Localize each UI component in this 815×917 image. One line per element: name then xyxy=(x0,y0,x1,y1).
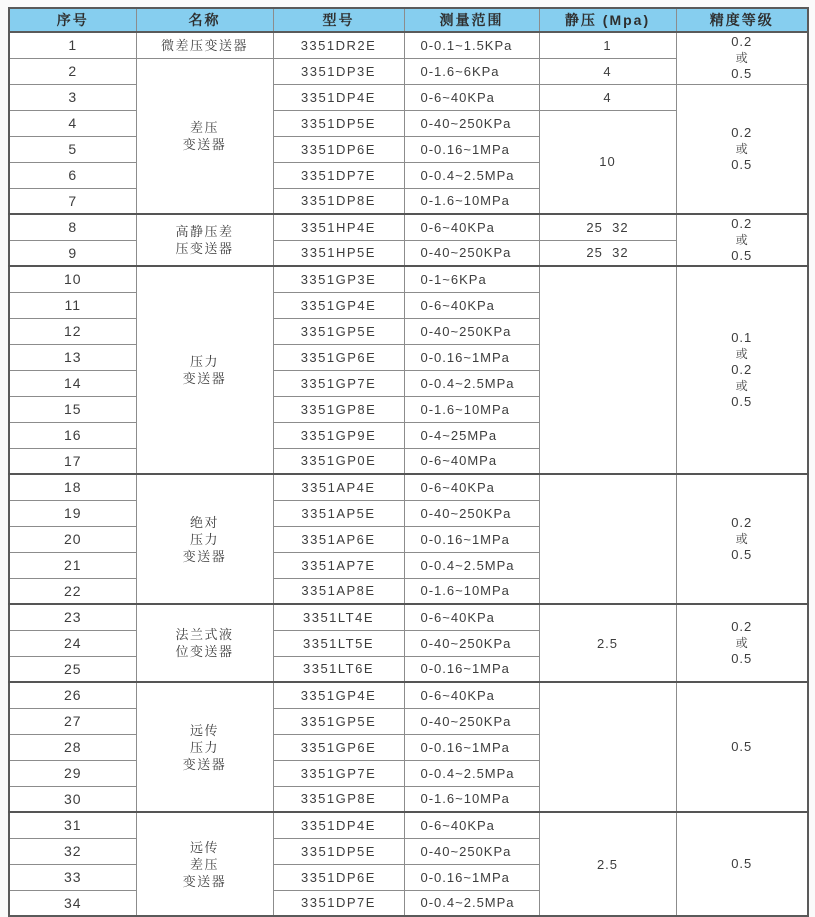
model-cell: 3351GP9E xyxy=(273,422,404,448)
header-serial: 序号 xyxy=(9,8,136,32)
name-cell: 远传 压力 变送器 xyxy=(136,682,273,812)
range-cell: 0-0.4~2.5MPa xyxy=(404,552,539,578)
serial-cell: 3 xyxy=(9,84,136,110)
range-cell: 0-0.4~2.5MPa xyxy=(404,890,539,916)
static-pressure-cell: 25 32 xyxy=(539,214,676,240)
serial-cell: 6 xyxy=(9,162,136,188)
serial-cell: 33 xyxy=(9,864,136,890)
accuracy-cell: 0.2 或 0.5 xyxy=(676,474,808,604)
serial-cell: 11 xyxy=(9,292,136,318)
range-cell: 0-0.16~1MPa xyxy=(404,656,539,682)
range-cell: 0-1~6KPa xyxy=(404,266,539,292)
range-cell: 0-0.4~2.5MPa xyxy=(404,370,539,396)
model-cell: 3351HP4E xyxy=(273,214,404,240)
serial-cell: 10 xyxy=(9,266,136,292)
range-cell: 0-6~40KPa xyxy=(404,292,539,318)
name-cell: 微差压变送器 xyxy=(136,32,273,58)
model-cell: 3351GP3E xyxy=(273,266,404,292)
serial-cell: 2 xyxy=(9,58,136,84)
model-cell: 3351DP4E xyxy=(273,84,404,110)
spec-table xyxy=(8,7,809,917)
model-cell: 3351LT5E xyxy=(273,630,404,656)
range-cell: 0-0.16~1MPa xyxy=(404,526,539,552)
range-cell: 0-6~40KPa xyxy=(404,812,539,838)
name-cell: 压力 变送器 xyxy=(136,266,273,474)
header-row xyxy=(9,8,808,32)
table-row xyxy=(9,84,808,110)
model-cell: 3351GP6E xyxy=(273,344,404,370)
serial-cell: 30 xyxy=(9,786,136,812)
serial-cell: 34 xyxy=(9,890,136,916)
name-cell: 差压 变送器 xyxy=(136,58,273,214)
serial-cell: 15 xyxy=(9,396,136,422)
table-row xyxy=(9,812,808,838)
range-cell: 0-6~40KPa xyxy=(404,84,539,110)
static-pressure-cell xyxy=(539,474,676,604)
table-row xyxy=(9,214,808,240)
name-cell: 法兰式液 位变送器 xyxy=(136,604,273,682)
model-cell: 3351AP8E xyxy=(273,578,404,604)
table-row xyxy=(9,266,808,292)
table-row xyxy=(9,474,808,500)
range-cell: 0-6~40KPa xyxy=(404,214,539,240)
serial-cell: 31 xyxy=(9,812,136,838)
table-row xyxy=(9,682,808,708)
model-cell: 3351DR2E xyxy=(273,32,404,58)
header-name: 名称 xyxy=(136,8,273,32)
accuracy-cell: 0.2 或 0.5 xyxy=(676,604,808,682)
header-model: 型号 xyxy=(273,8,404,32)
serial-cell: 24 xyxy=(9,630,136,656)
model-cell: 3351DP5E xyxy=(273,110,404,136)
header-accuracy: 精度等级 xyxy=(676,8,808,32)
model-cell: 3351DP6E xyxy=(273,136,404,162)
serial-cell: 1 xyxy=(9,32,136,58)
range-cell: 0-0.16~1MPa xyxy=(404,864,539,890)
serial-cell: 26 xyxy=(9,682,136,708)
name-cell: 高静压差 压变送器 xyxy=(136,214,273,266)
range-cell: 0-4~25MPa xyxy=(404,422,539,448)
serial-cell: 23 xyxy=(9,604,136,630)
serial-cell: 32 xyxy=(9,838,136,864)
range-cell: 0-40~250KPa xyxy=(404,630,539,656)
model-cell: 3351AP6E xyxy=(273,526,404,552)
model-cell: 3351GP5E xyxy=(273,318,404,344)
serial-cell: 9 xyxy=(9,240,136,266)
accuracy-cell: 0.5 xyxy=(676,682,808,812)
model-cell: 3351DP4E xyxy=(273,812,404,838)
model-cell: 3351GP5E xyxy=(273,708,404,734)
range-cell: 0-6~40KPa xyxy=(404,474,539,500)
serial-cell: 12 xyxy=(9,318,136,344)
model-cell: 3351GP4E xyxy=(273,292,404,318)
range-cell: 0-40~250KPa xyxy=(404,110,539,136)
static-pressure-cell: 4 xyxy=(539,84,676,110)
static-pressure-cell: 2.5 xyxy=(539,812,676,916)
range-cell: 0-1.6~10MPa xyxy=(404,786,539,812)
range-cell: 0-40~250KPa xyxy=(404,708,539,734)
range-cell: 0-1.6~10MPa xyxy=(404,578,539,604)
name-cell: 绝对 压力 变送器 xyxy=(136,474,273,604)
model-cell: 3351AP4E xyxy=(273,474,404,500)
header-range: 测量范围 xyxy=(404,8,539,32)
static-pressure-cell: 4 xyxy=(539,58,676,84)
model-cell: 3351GP4E xyxy=(273,682,404,708)
serial-cell: 28 xyxy=(9,734,136,760)
range-cell: 0-6~40KPa xyxy=(404,682,539,708)
model-cell: 3351DP7E xyxy=(273,162,404,188)
static-pressure-cell: 1 xyxy=(539,32,676,58)
serial-cell: 8 xyxy=(9,214,136,240)
range-cell: 0-1.6~6KPa xyxy=(404,58,539,84)
serial-cell: 16 xyxy=(9,422,136,448)
table-row xyxy=(9,604,808,630)
range-cell: 0-0.16~1MPa xyxy=(404,344,539,370)
model-cell: 3351DP6E xyxy=(273,864,404,890)
header-static: 静压 (Mpa) xyxy=(539,8,676,32)
static-pressure-cell: 10 xyxy=(539,110,676,214)
static-pressure-cell xyxy=(539,266,676,474)
range-cell: 0-40~250KPa xyxy=(404,838,539,864)
range-cell: 0-40~250KPa xyxy=(404,500,539,526)
table-row xyxy=(9,32,808,58)
model-cell: 3351LT4E xyxy=(273,604,404,630)
range-cell: 0-40~250KPa xyxy=(404,318,539,344)
range-cell: 0-1.6~10MPa xyxy=(404,188,539,214)
serial-cell: 14 xyxy=(9,370,136,396)
model-cell: 3351AP7E xyxy=(273,552,404,578)
model-cell: 3351GP7E xyxy=(273,760,404,786)
serial-cell: 27 xyxy=(9,708,136,734)
accuracy-cell: 0.2 或 0.5 xyxy=(676,32,808,84)
serial-cell: 17 xyxy=(9,448,136,474)
serial-cell: 25 xyxy=(9,656,136,682)
range-cell: 0-0.4~2.5MPa xyxy=(404,162,539,188)
serial-cell: 22 xyxy=(9,578,136,604)
model-cell: 3351DP8E xyxy=(273,188,404,214)
range-cell: 0-0.16~1MPa xyxy=(404,734,539,760)
range-cell: 0-40~250KPa xyxy=(404,240,539,266)
serial-cell: 19 xyxy=(9,500,136,526)
range-cell: 0-6~40KPa xyxy=(404,604,539,630)
serial-cell: 7 xyxy=(9,188,136,214)
accuracy-cell: 0.2 或 0.5 xyxy=(676,214,808,266)
model-cell: 3351GP6E xyxy=(273,734,404,760)
serial-cell: 29 xyxy=(9,760,136,786)
range-cell: 0-0.1~1.5KPa xyxy=(404,32,539,58)
name-cell: 远传 差压 变送器 xyxy=(136,812,273,916)
model-cell: 3351GP8E xyxy=(273,786,404,812)
serial-cell: 21 xyxy=(9,552,136,578)
range-cell: 0-6~40MPa xyxy=(404,448,539,474)
range-cell: 0-0.16~1MPa xyxy=(404,136,539,162)
model-cell: 3351LT6E xyxy=(273,656,404,682)
model-cell: 3351DP3E xyxy=(273,58,404,84)
range-cell: 0-0.4~2.5MPa xyxy=(404,760,539,786)
static-pressure-cell: 2.5 xyxy=(539,604,676,682)
range-cell: 0-1.6~10MPa xyxy=(404,396,539,422)
serial-cell: 18 xyxy=(9,474,136,500)
table-header xyxy=(9,8,808,32)
accuracy-cell: 0.5 xyxy=(676,812,808,916)
model-cell: 3351HP5E xyxy=(273,240,404,266)
spec-table-body xyxy=(9,32,808,916)
static-pressure-cell: 25 32 xyxy=(539,240,676,266)
model-cell: 3351GP7E xyxy=(273,370,404,396)
model-cell: 3351AP5E xyxy=(273,500,404,526)
model-cell: 3351DP5E xyxy=(273,838,404,864)
model-cell: 3351GP8E xyxy=(273,396,404,422)
accuracy-cell: 0.1 或 0.2 或 0.5 xyxy=(676,266,808,474)
model-cell: 3351DP7E xyxy=(273,890,404,916)
serial-cell: 5 xyxy=(9,136,136,162)
serial-cell: 13 xyxy=(9,344,136,370)
model-cell: 3351GP0E xyxy=(273,448,404,474)
serial-cell: 4 xyxy=(9,110,136,136)
static-pressure-cell xyxy=(539,682,676,812)
serial-cell: 20 xyxy=(9,526,136,552)
accuracy-cell: 0.2 或 0.5 xyxy=(676,84,808,214)
